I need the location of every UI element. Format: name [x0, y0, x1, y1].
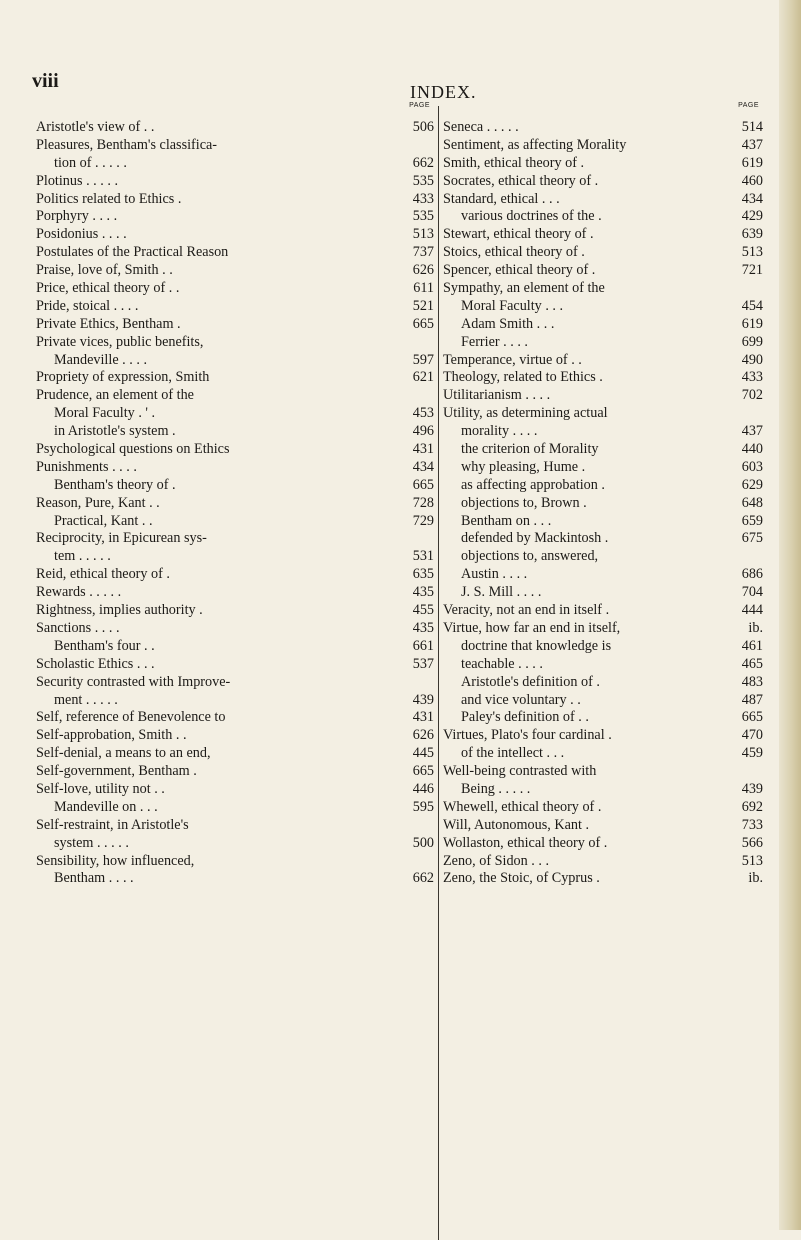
index-entry — [443, 745, 763, 763]
index-entry-term: Sanctions . . . . — [36, 619, 120, 636]
index-entry-page: 621 — [412, 369, 434, 386]
index-entry-page: 506 — [412, 119, 434, 135]
index-entry-term: ment . . . . . — [54, 691, 118, 708]
index-entry-term: Praise, love of, Smith . . — [36, 262, 173, 279]
index-entry — [443, 352, 763, 370]
index-entry-term: Self-approbation, Smith . . — [36, 727, 187, 744]
index-entry-page: 513 — [412, 226, 434, 243]
page-folio: viii — [32, 70, 59, 92]
running-title: INDEX. — [410, 82, 477, 102]
index-entry-page: 665 — [741, 709, 763, 726]
index-entry — [443, 584, 763, 602]
index-entry-term: Utilitarianism . . . . — [443, 387, 551, 404]
index-entry-page: 702 — [741, 387, 763, 404]
index-entry-term: Stoics, ethical theory of . — [443, 244, 585, 261]
index-entry — [36, 441, 434, 459]
index-entry-page: 728 — [412, 494, 434, 511]
index-entry-term: Paley's definition of . . — [461, 709, 589, 726]
index-entry-term: Security contrasted with Improve- — [36, 673, 231, 690]
index-entry-term: Zeno, of Sidon . . . — [443, 852, 550, 869]
index-entry — [36, 566, 434, 584]
index-entry-term: Temperance, virtue of . . — [443, 351, 582, 368]
index-entry-page: 461 — [741, 637, 763, 654]
index-entry — [443, 459, 763, 477]
index-entry-page: 521 — [412, 297, 434, 314]
index-entry — [443, 620, 763, 638]
index-entry-term: Virtues, Plato's four cardinal . — [443, 727, 612, 744]
index-entry-term: Pleasures, Bentham's classifica- — [36, 136, 218, 153]
index-entry — [36, 674, 434, 692]
index-entry-page: 611 — [413, 280, 434, 297]
column-divider — [438, 106, 439, 1240]
index-entry-page: 531 — [412, 548, 434, 565]
index-entry-term: Standard, ethical . . . — [443, 190, 560, 207]
index-entry-term: Practical, Kant . . — [54, 512, 153, 529]
index-entry-page: 659 — [741, 512, 763, 529]
index-entry-page: 619 — [741, 154, 763, 171]
index-entry-term: Socrates, ethical theory of . — [443, 172, 599, 189]
index-entry — [443, 656, 763, 674]
index-entry-page: 434 — [412, 458, 434, 475]
index-entry-term: Reciprocity, in Epicurean sys- — [36, 530, 207, 547]
index-entry — [36, 119, 434, 137]
index-entry — [443, 853, 763, 871]
index-entry-term: Bentham . . . . — [54, 870, 134, 887]
index-entry-page: 433 — [412, 190, 434, 207]
index-entry-page: 704 — [741, 584, 763, 601]
index-entry — [443, 674, 763, 692]
index-entry-page: 459 — [741, 745, 763, 762]
index-entry-page: 665 — [412, 763, 434, 780]
index-entry-page: 629 — [741, 476, 763, 493]
index-entry-page: 433 — [741, 369, 763, 386]
index-entry-page: 665 — [412, 315, 434, 332]
index-entry-page: 431 — [412, 709, 434, 726]
index-entry — [36, 191, 434, 209]
index-entry-term: morality . . . . — [461, 423, 538, 440]
index-entry — [443, 495, 763, 513]
index-entry-page: 537 — [412, 655, 434, 672]
index-entry-page: 661 — [412, 637, 434, 654]
index-entry — [36, 298, 434, 316]
index-entry-page: 729 — [412, 512, 434, 529]
index-entry — [443, 119, 763, 137]
index-entry-page: 686 — [741, 566, 763, 583]
index-entry-term: Private vices, public benefits, — [36, 333, 204, 350]
index-entry — [443, 763, 763, 781]
index-entry-term: Plotinus . . . . . — [36, 172, 118, 189]
index-entry — [36, 709, 434, 727]
index-entry-page: 635 — [412, 566, 434, 583]
index-entry — [36, 423, 434, 441]
index-entry — [36, 387, 434, 405]
index-entry-term: Sentiment, as affecting Morality — [443, 136, 627, 153]
index-entry — [36, 334, 434, 352]
index-entry — [36, 280, 434, 298]
index-entry — [443, 423, 763, 441]
index-entry-page: 440 — [741, 441, 763, 458]
index-entry-page: 619 — [741, 315, 763, 332]
page-header — [0, 58, 801, 102]
index-entry-page: 434 — [741, 190, 763, 207]
index-entry — [443, 602, 763, 620]
index-entry-page: 514 — [741, 119, 763, 135]
index-entry — [36, 459, 434, 477]
index-entry-term: various doctrines of the . — [461, 208, 602, 225]
index-entry-term: objections to, Brown . — [461, 494, 587, 511]
index-entry-term: in Aristotle's system . — [54, 423, 176, 440]
index-entry — [443, 548, 763, 566]
index-entry-term: Prudence, an element of the — [36, 387, 194, 404]
index-entry-page: 675 — [741, 530, 763, 547]
index-entry — [443, 709, 763, 727]
index-entry — [36, 602, 434, 620]
index-entry-page: 699 — [741, 333, 763, 350]
index-entry-page: 437 — [741, 136, 763, 153]
index-entry-page: 483 — [741, 673, 763, 690]
index-entry-page: 454 — [741, 297, 763, 314]
index-entry-term: doctrine that knowledge is — [461, 637, 612, 654]
index-entry-page: 662 — [412, 154, 434, 171]
index-entry — [443, 477, 763, 495]
index-entry — [36, 244, 434, 262]
index-entry-page: 496 — [412, 423, 434, 440]
index-entry-term: Sympathy, an element of the — [443, 280, 605, 297]
index-entry — [443, 191, 763, 209]
index-entry-term: Smith, ethical theory of . — [443, 154, 585, 171]
index-entry-term: Punishments . . . . — [36, 458, 137, 475]
index-entry — [443, 244, 763, 262]
index-entry-term: Postulates of the Practical Reason — [36, 244, 229, 261]
index-entry-page: 648 — [741, 494, 763, 511]
index-entry — [36, 817, 434, 835]
index-entry — [36, 155, 434, 173]
index-entry — [443, 870, 763, 888]
index-entry-term: Price, ethical theory of . . — [36, 280, 180, 297]
index-entry — [36, 316, 434, 334]
index-entry-term: of the intellect . . . — [461, 745, 565, 762]
index-entry — [36, 548, 434, 566]
index-entry-term: Propriety of expression, Smith — [36, 369, 210, 386]
index-entry — [443, 692, 763, 710]
index-entry — [443, 566, 763, 584]
index-entry-term: why pleasing, Hume . — [461, 458, 586, 475]
index-entries-right — [443, 119, 763, 888]
index-entry-term: Veracity, not an end in itself . — [443, 602, 610, 619]
index-entry-term: Bentham on . . . — [461, 512, 552, 529]
index-entry-term: Spencer, ethical theory of . — [443, 262, 596, 279]
index-entry — [443, 638, 763, 656]
index-entry — [443, 334, 763, 352]
index-entry — [443, 316, 763, 334]
index-entry-page: 639 — [741, 226, 763, 243]
index-entry-page: 460 — [741, 172, 763, 189]
index-entry-term: Rewards . . . . . — [36, 584, 122, 601]
index-entry-term: Adam Smith . . . — [461, 315, 555, 332]
index-entry — [36, 173, 434, 191]
index-entry-page: 437 — [741, 423, 763, 440]
index-entry-page: 487 — [741, 691, 763, 708]
index-entry — [36, 495, 434, 513]
index-entry-page: 500 — [412, 834, 434, 851]
index-entry-page: 513 — [741, 852, 763, 869]
index-entry — [36, 620, 434, 638]
index-entry-page: ib. — [748, 619, 763, 636]
index-entry-term: Utility, as determining actual — [443, 405, 608, 422]
index-entry-page: 595 — [412, 798, 434, 815]
index-entry — [443, 441, 763, 459]
index-entry-term: tem . . . . . — [54, 548, 111, 565]
index-entry-page: 535 — [412, 208, 434, 225]
index-entry-page: 597 — [412, 351, 434, 368]
index-entry — [443, 173, 763, 191]
index-entry-term: Bentham's four . . — [54, 637, 155, 654]
index-entry — [443, 262, 763, 280]
index-entry — [443, 226, 763, 244]
index-entry-page: 626 — [412, 262, 434, 279]
index-entry-page: 665 — [412, 476, 434, 493]
index-entry-term: Whewell, ethical theory of . — [443, 798, 602, 815]
index-entry — [36, 530, 434, 548]
index-entry-term: Porphyry . . . . — [36, 208, 118, 225]
index-entry — [443, 387, 763, 405]
index-entry-page: 445 — [412, 745, 434, 762]
index-entry — [36, 226, 434, 244]
index-entry-term: teachable . . . . — [461, 655, 543, 672]
index-entry — [443, 137, 763, 155]
index-entry-term: Stewart, ethical theory of . — [443, 226, 594, 243]
index-entry-term: Mandeville . . . . — [54, 351, 147, 368]
index-entry — [36, 405, 434, 423]
index-entry-term: Rightness, implies authority . — [36, 602, 203, 619]
index-entry-term: system . . . . . — [54, 834, 129, 851]
index-entry — [36, 352, 434, 370]
index-entry-term: the criterion of Morality — [461, 441, 599, 458]
index-entry-term: Moral Faculty . ' . — [54, 405, 156, 422]
index-entry-term: Seneca . . . . . — [443, 119, 519, 135]
index-entry-term: Private Ethics, Bentham . — [36, 315, 181, 332]
index-entry-term: Moral Faculty . . . — [461, 297, 564, 314]
index-entry-term: Bentham's theory of . — [54, 476, 176, 493]
index-entry — [36, 835, 434, 853]
page-edge — [779, 0, 801, 1230]
index-entry — [443, 369, 763, 387]
index-entry-term: Mandeville on . . . — [54, 798, 158, 815]
index-entry-page: 435 — [412, 584, 434, 601]
index-entry-page: 431 — [412, 441, 434, 458]
index-entry — [443, 727, 763, 745]
index-entry-term: Self-love, utility not . . — [36, 780, 165, 797]
index-entry-page: 721 — [741, 262, 763, 279]
index-entry-term: Aristotle's definition of . — [461, 673, 600, 690]
index-entry-page: 490 — [741, 351, 763, 368]
index-entry-term: Reid, ethical theory of . — [36, 566, 170, 583]
index-entry — [36, 692, 434, 710]
index-entry-term: Self-restraint, in Aristotle's — [36, 816, 189, 833]
index-entry-term: Being . . . . . — [461, 780, 531, 797]
index-entry-page: 603 — [741, 458, 763, 475]
index-entry-page: 453 — [412, 405, 434, 422]
index-entry-term: Virtue, how far an end in itself, — [443, 619, 621, 636]
index-entry-term: Self, reference of Benevolence to — [36, 709, 226, 726]
index-entry — [36, 781, 434, 799]
index-entry-page: 444 — [741, 602, 763, 619]
index-entry — [36, 477, 434, 495]
index-entry — [443, 298, 763, 316]
index-entry — [36, 853, 434, 871]
index-entry — [36, 369, 434, 387]
index-entry-term: Will, Autonomous, Kant . — [443, 816, 590, 833]
index-entry — [36, 137, 434, 155]
index-entry-term: Self-government, Bentham . — [36, 763, 197, 780]
index-entry-page: 455 — [412, 602, 434, 619]
index-entry-term: as affecting approbation . — [461, 476, 605, 493]
index-entry — [36, 870, 434, 888]
index-entry-term: Wollaston, ethical theory of . — [443, 834, 608, 851]
index-entry — [443, 781, 763, 799]
index-entry — [443, 280, 763, 298]
index-entry-term: Sensibility, how influenced, — [36, 852, 195, 869]
index-entry — [443, 405, 763, 423]
index-entry-page: 692 — [741, 798, 763, 815]
index-entry-page: 446 — [412, 780, 434, 797]
index-entries-left — [36, 119, 434, 888]
index-entry-page: 535 — [412, 172, 434, 189]
index-entry — [36, 727, 434, 745]
index-entry-page: 435 — [412, 619, 434, 636]
index-entry-page: 439 — [741, 780, 763, 797]
index-entry-term: and vice voluntary . . — [461, 691, 581, 708]
index-entry-term: Pride, stoical . . . . — [36, 297, 139, 314]
index-entry-term: Aristotle's view of . . — [36, 119, 155, 135]
index-entry — [443, 799, 763, 817]
index-entry — [443, 817, 763, 835]
index-entry — [36, 513, 434, 531]
index-entry — [443, 835, 763, 853]
index-entry — [36, 262, 434, 280]
index-entry-term: Posidonius . . . . — [36, 226, 127, 243]
index-entry-term: Well-being contrasted with — [443, 763, 597, 780]
index-entry-page: 439 — [412, 691, 434, 708]
index-entry-term: Scholastic Ethics . . . — [36, 655, 155, 672]
index-entry-term: Psychological questions on Ethics — [36, 441, 230, 458]
index-entry — [36, 584, 434, 602]
index-entry-term: Ferrier . . . . — [461, 333, 528, 350]
index-entry-term: defended by Mackintosh . — [461, 530, 609, 547]
index-entry-page: 465 — [741, 655, 763, 672]
index-entry-term: objections to, answered, — [461, 548, 599, 565]
index-entry-term: Self-denial, a means to an end, — [36, 745, 211, 762]
index-entry — [36, 656, 434, 674]
index-entry-page: 733 — [741, 816, 763, 833]
index-entry-page: 566 — [741, 834, 763, 851]
index-entry-page: 662 — [412, 870, 434, 887]
index-entry — [443, 513, 763, 531]
index-entry-term: J. S. Mill . . . . — [461, 584, 542, 601]
index-entry — [443, 530, 763, 548]
index-entry-page: ib. — [748, 870, 763, 887]
page-column-label: PAGE — [409, 102, 430, 109]
index-entry — [443, 155, 763, 173]
index-entry — [36, 745, 434, 763]
index-entry — [443, 208, 763, 226]
index-entry — [36, 638, 434, 656]
index-entry-term: Reason, Pure, Kant . . — [36, 494, 160, 511]
index-entry-page: 429 — [741, 208, 763, 225]
index-entry-term: Politics related to Ethics . — [36, 190, 182, 207]
index-entry — [36, 763, 434, 781]
index-entry-term: Austin . . . . — [461, 566, 528, 583]
index-entry-term: Theology, related to Ethics . — [443, 369, 603, 386]
page-column-label: PAGE — [738, 102, 759, 109]
index-entry-page: 626 — [412, 727, 434, 744]
index-entry — [36, 208, 434, 226]
index-entry-term: tion of . . . . . — [54, 154, 127, 171]
index-entry-page: 513 — [741, 244, 763, 261]
index-entry-term: Zeno, the Stoic, of Cyprus . — [443, 870, 600, 887]
index-entry-page: 737 — [412, 244, 434, 261]
index-entry — [36, 799, 434, 817]
index-entry-page: 470 — [741, 727, 763, 744]
